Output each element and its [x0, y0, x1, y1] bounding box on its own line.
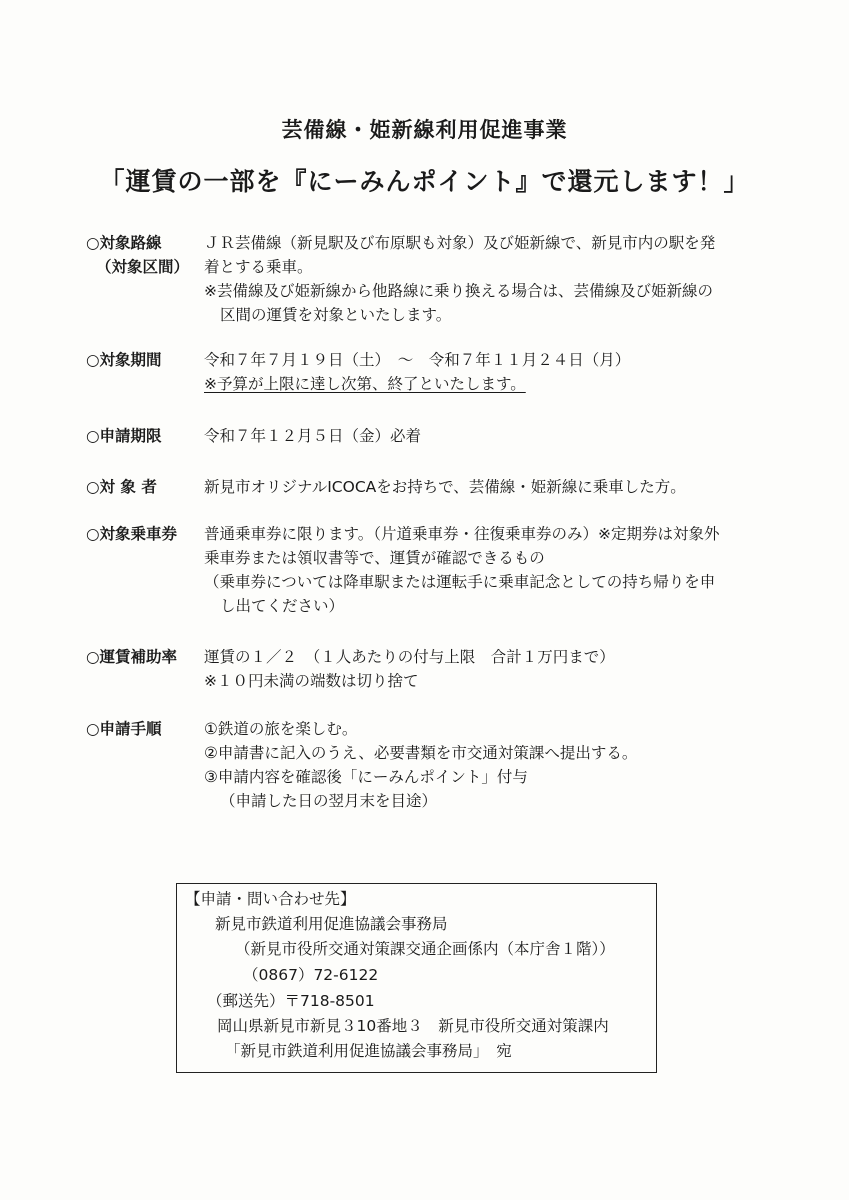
label-ticket: ○対象乗車券 — [86, 525, 178, 543]
contact-box — [176, 883, 657, 1073]
label-period: ○対象期間 — [86, 351, 162, 369]
label-target: ○対 象 者 — [86, 478, 157, 496]
label-procedure: ○申請手順 — [86, 720, 162, 738]
route-line-1: ＪＲ芸備線（新見駅及び布原駅も対象）及び姫新線で、新見市内の駅を発 — [204, 234, 716, 252]
title-project: 芸備線・姫新線利用促進事業 — [281, 118, 568, 142]
label-route: ○対象路線 — [86, 234, 162, 252]
procedure-step-3: ③申請内容を確認後「にーみんポイント」付与 — [204, 768, 528, 786]
contact-address: 岡山県新見市新見３10番地３ 新見市役所交通対策課内 — [217, 1017, 609, 1035]
period-note: ※予算が上限に達し次第、終了といたします。 — [204, 375, 526, 393]
route-line-2: 着とする乗車。 — [204, 258, 313, 276]
rate-note: ※１０円未満の端数は切り捨て — [204, 672, 419, 690]
contact-heading: 【申請・問い合わせ先】 — [185, 890, 356, 908]
procedure-step-1: ①鉄道の旅を楽しむ。 — [204, 720, 358, 738]
label-route-sub: （対象区間） — [96, 258, 190, 276]
ticket-line-4: し出てください） — [220, 597, 345, 615]
procedure-step-2: ②申請書に記入のうえ、必要書類を市交通対策課へ提出する。 — [204, 744, 638, 762]
contact-dept: （新見市役所交通対策課交通企画係内（本庁舎１階）） — [235, 940, 615, 958]
contact-org: 新見市鉄道利用促進協議会事務局 — [215, 915, 448, 933]
contact-mail-label: （郵送先）〒718-8501 — [207, 992, 375, 1010]
ticket-line-1: 普通乗車券に限ります。（片道乗車券・往復乗車券のみ）※定期券は対象外 — [204, 525, 720, 543]
deadline-date: 令和７年１２月５日（金）必着 — [204, 427, 422, 445]
ticket-line-2: 乗車券または領収書等で、運賃が確認できるもの — [204, 549, 545, 567]
contact-phone: （0867）72-6122 — [243, 966, 379, 984]
label-rate: ○運賃補助率 — [86, 648, 178, 666]
ticket-line-3: （乗車券については降車駅または運転手に乗車記念としての持ち帰りを申 — [204, 573, 716, 591]
label-deadline: ○申請期限 — [86, 427, 162, 445]
rate-text: 運賃の１／２ （１人あたりの付与上限 合計１万円まで） — [204, 648, 615, 666]
period-dates: 令和７年７月１９日（土） ～ 令和７年１１月２４日（月） — [204, 351, 631, 369]
route-note-2: 区間の運賃を対象といたします。 — [220, 306, 452, 324]
title-headline: 「運賃の一部を『にーみんポイント』で還元します！」 — [99, 167, 750, 196]
procedure-step-3-note: （申請した日の翌月末を目途） — [220, 792, 438, 810]
route-note-1: ※芸備線及び姫新線から他路線に乗り換える場合は、芸備線及び姫新線の — [204, 282, 713, 300]
target-text: 新見市オリジナルICOCAをお持ちで、芸備線・姫新線に乗車した方。 — [204, 478, 686, 496]
contact-addressee: 「新見市鉄道利用促進協議会事務局」 宛 — [225, 1042, 512, 1060]
